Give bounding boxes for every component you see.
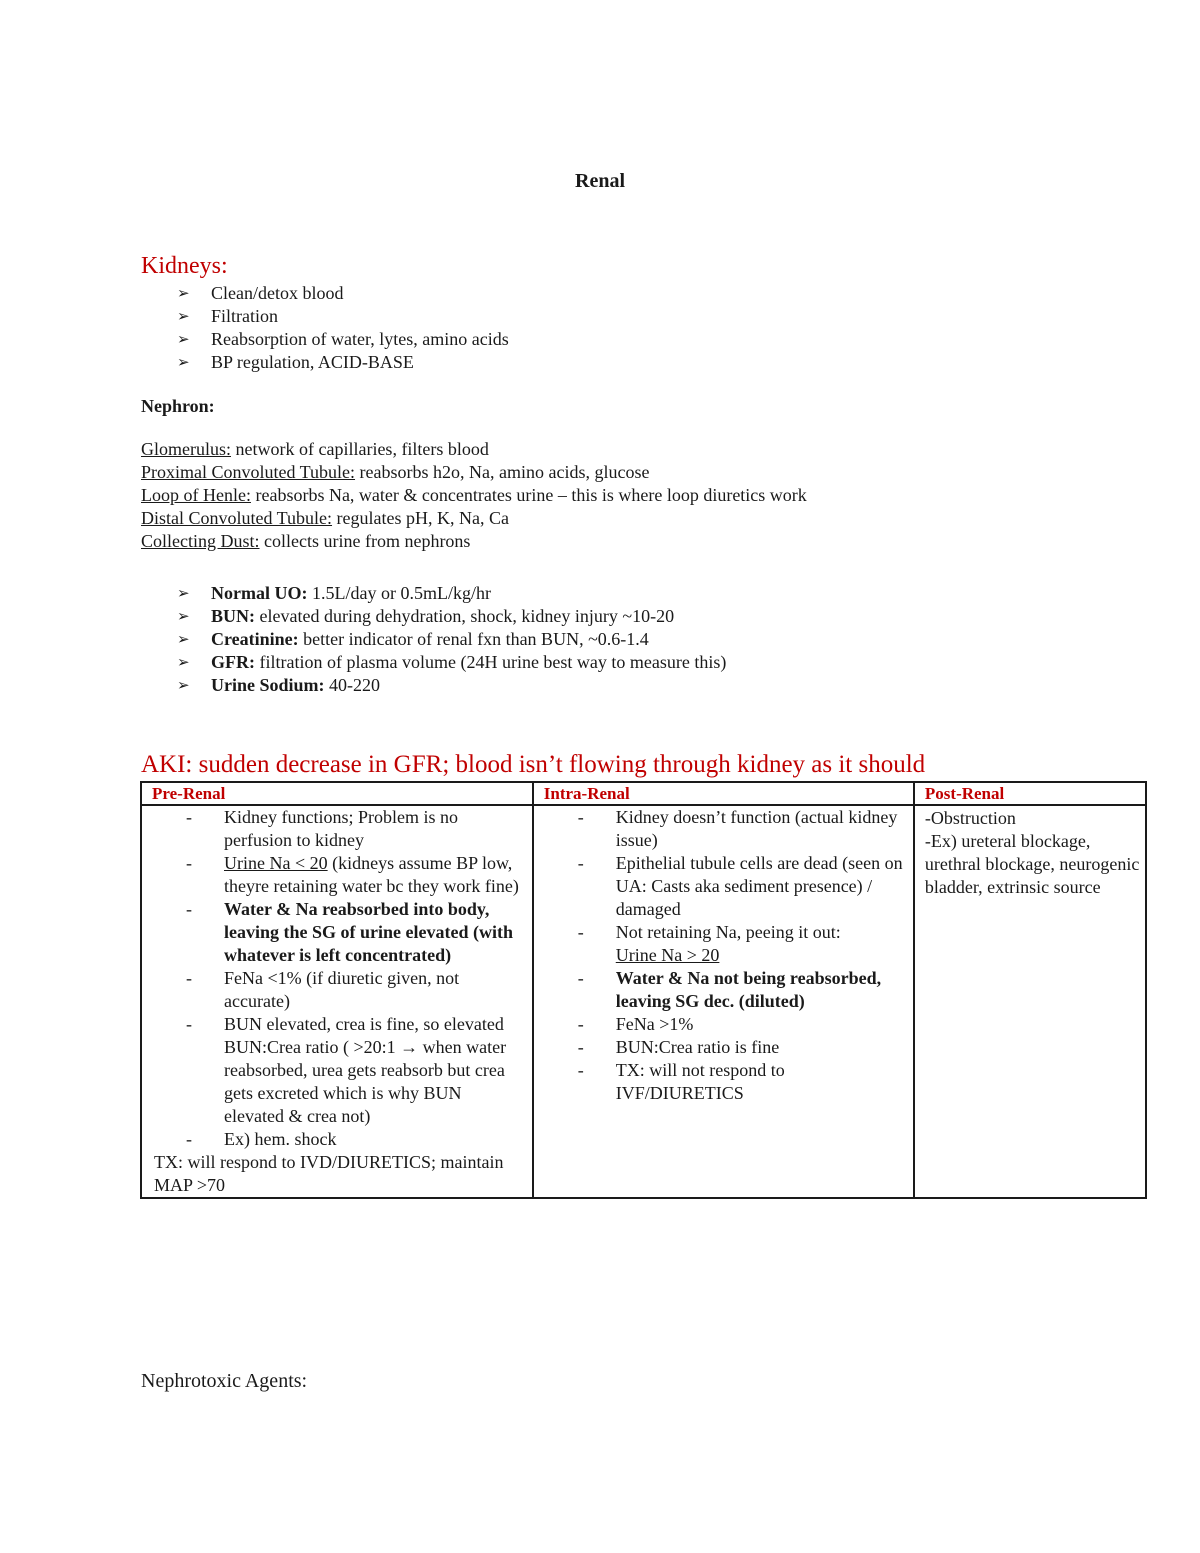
list-item xyxy=(141,351,509,374)
nephron-heading: Nephron: xyxy=(141,396,215,416)
list-item-text: Filtration xyxy=(211,306,278,326)
list-item-text: Kidney doesn’t function (actual kidney issue) xyxy=(615,807,898,850)
dash-bullet: - xyxy=(186,853,192,873)
list-item-text: Kidney functions; Problem is no perfusion to kidney xyxy=(224,807,458,850)
list-item-text: Urine Na > 20 xyxy=(615,945,720,965)
arrow-bullet-icon: ➢ xyxy=(177,630,190,648)
list-item xyxy=(141,605,726,628)
lab-term: Creatinine: xyxy=(211,629,299,649)
definition-text: regulates pH, K, Na, Ca xyxy=(332,508,509,528)
arrow-bullet-icon: ➢ xyxy=(177,584,190,602)
pre-renal-cell xyxy=(141,805,533,1198)
list-item-text: Reabsorption of water, lytes, amino acids xyxy=(211,329,509,349)
list-item xyxy=(534,806,913,852)
post-renal-cell xyxy=(914,805,1146,1198)
definition-text: collects urine from nephrons xyxy=(259,531,471,551)
lab-term: GFR: xyxy=(211,652,255,672)
lab-values-list xyxy=(141,582,726,697)
list-item-text: Ex) hem. shock xyxy=(224,1129,337,1149)
list-item-text: FeNa >1% xyxy=(615,1014,694,1034)
arrow-bullet-icon: ➢ xyxy=(177,607,190,625)
arrow-bullet-icon: ➢ xyxy=(177,353,190,371)
arrow-bullet-icon: ➢ xyxy=(177,284,190,302)
list-item xyxy=(142,852,532,898)
aki-heading: AKI: sudden decrease in GFR; blood isn’t flowing through kidney as it should xyxy=(141,751,926,778)
list-item xyxy=(141,328,509,351)
list-item xyxy=(141,651,726,674)
dash-bullet: - xyxy=(577,968,584,988)
arrow-bullet-icon: ➢ xyxy=(177,676,190,694)
post-renal-obstruction: -Obstruction xyxy=(924,808,1016,828)
dash-bullet: - xyxy=(186,1014,192,1034)
list-item xyxy=(534,921,913,967)
definition-row xyxy=(141,484,807,507)
dash-bullet: - xyxy=(577,922,584,942)
list-item xyxy=(534,1013,913,1036)
list-item-text: when water reabsorbed, urea gets reabsorb but crea gets excreted which is why BUN elevated & crea not) xyxy=(224,1037,507,1126)
list-item-text: Water & Na reabsorbed into body, leaving the SG of urine elevated (with whatever is left concentrated) xyxy=(224,899,513,965)
list-item-text: BUN elevated, crea is fine, so elevated BUN:Crea ratio ( >20:1 xyxy=(224,1014,504,1057)
kidneys-list xyxy=(141,282,509,374)
list-item-text: BUN:Crea ratio is fine xyxy=(615,1037,780,1057)
lab-desc: elevated during dehydration, shock, kidney injury ~10-20 xyxy=(255,606,675,626)
list-item xyxy=(142,1128,532,1151)
lab-term: Urine Sodium: xyxy=(211,675,325,695)
list-item xyxy=(142,1013,532,1128)
post-renal-examples: -Ex) ureteral blockage, urethral blockage, neurogenic bladder, extrinsic source xyxy=(924,831,1140,897)
definition-row xyxy=(141,530,807,553)
list-item-text: BP regulation, ACID-BASE xyxy=(211,352,414,372)
pre-renal-treatment: TX: will respond to IVD/DIURETICS; maintain MAP >70 xyxy=(154,1152,504,1195)
definition-term: Proximal Convoluted Tubule: xyxy=(141,462,356,482)
list-item-text: Clean/detox blood xyxy=(211,283,344,303)
dash-bullet: - xyxy=(186,899,192,919)
intra-renal-cell xyxy=(533,805,914,1198)
list-item xyxy=(534,967,913,1013)
definition-row xyxy=(141,461,807,484)
list-item-text: FeNa <1% (if diuretic given, not accurate) xyxy=(224,968,460,1011)
definition-row xyxy=(141,438,807,461)
list-item-text: Urine Na < 20 xyxy=(224,853,328,873)
pre-renal-list xyxy=(142,806,532,1151)
nephron-definitions xyxy=(141,438,807,553)
definition-text: reabsorbs h2o, Na, amino acids, glucose xyxy=(355,462,650,482)
definition-text: network of capillaries, filters blood xyxy=(231,439,489,459)
list-item xyxy=(142,806,532,852)
arrow-bullet-icon: ➢ xyxy=(177,330,190,348)
list-item xyxy=(141,282,509,305)
page-title: Renal xyxy=(575,170,625,192)
dash-bullet: - xyxy=(577,1014,584,1034)
definition-row xyxy=(141,507,807,530)
dash-bullet: - xyxy=(577,1037,584,1057)
list-item-text: Not retaining Na, peeing it out: xyxy=(615,922,841,942)
right-arrow-icon: → xyxy=(400,1037,419,1057)
header-intra-renal: Intra-Renal xyxy=(533,782,914,805)
arrow-bullet-icon: ➢ xyxy=(177,653,190,671)
list-item xyxy=(534,1059,913,1105)
nephrotoxic-agents-heading: Nephrotoxic Agents: xyxy=(141,1370,308,1392)
dash-bullet: - xyxy=(186,1129,192,1149)
lab-desc: 40-220 xyxy=(324,675,381,695)
dash-bullet: - xyxy=(186,968,192,988)
arrow-bullet-icon: ➢ xyxy=(177,307,190,325)
list-item xyxy=(142,967,532,1013)
list-item xyxy=(534,852,913,921)
list-item xyxy=(141,628,726,651)
aki-table xyxy=(140,781,1147,1199)
dash-bullet: - xyxy=(577,807,584,827)
list-item xyxy=(141,674,726,697)
list-item xyxy=(534,1036,913,1059)
definition-text: reabsorbs Na, water & concentrates urine – this is where loop diuretics work xyxy=(250,485,807,505)
lab-desc: filtration of plasma volume (24H urine best way to measure this) xyxy=(255,652,727,672)
header-pre-renal: Pre-Renal xyxy=(141,782,533,805)
dash-bullet: - xyxy=(577,853,584,873)
list-item-text: TX: will not respond to IVF/DIURETICS xyxy=(615,1060,785,1103)
definition-term: Distal Convoluted Tubule: xyxy=(141,508,333,528)
table-header-row xyxy=(141,782,1146,805)
list-item-text: (kidneys assume BP low, theyre retaining water bc they work fine) xyxy=(224,853,519,896)
definition-term: Loop of Henle: xyxy=(141,485,251,505)
list-item xyxy=(141,582,726,605)
intra-renal-list xyxy=(534,806,913,1105)
lab-term: Normal UO: xyxy=(211,583,308,603)
header-post-renal: Post-Renal xyxy=(914,782,1146,805)
lab-term: BUN: xyxy=(211,606,255,626)
list-item-text: Epithelial tubule cells are dead (seen on UA: Casts aka sediment presence) / damaged xyxy=(615,853,903,919)
table-row xyxy=(141,805,1146,1198)
lab-desc: better indicator of renal fxn than BUN, ~0.6-1.4 xyxy=(298,629,649,649)
list-item-text: Water & Na not being reabsorbed, leaving SG dec. (diluted) xyxy=(615,968,882,1011)
definition-term: Collecting Dust: xyxy=(141,531,260,551)
dash-bullet: - xyxy=(577,1060,584,1080)
kidneys-heading: Kidneys: xyxy=(141,253,228,279)
dash-bullet: - xyxy=(186,807,192,827)
definition-term: Glomerulus: xyxy=(141,439,231,459)
list-item xyxy=(141,305,509,328)
list-item xyxy=(142,898,532,967)
lab-desc: 1.5L/day or 0.5mL/kg/hr xyxy=(307,583,491,603)
